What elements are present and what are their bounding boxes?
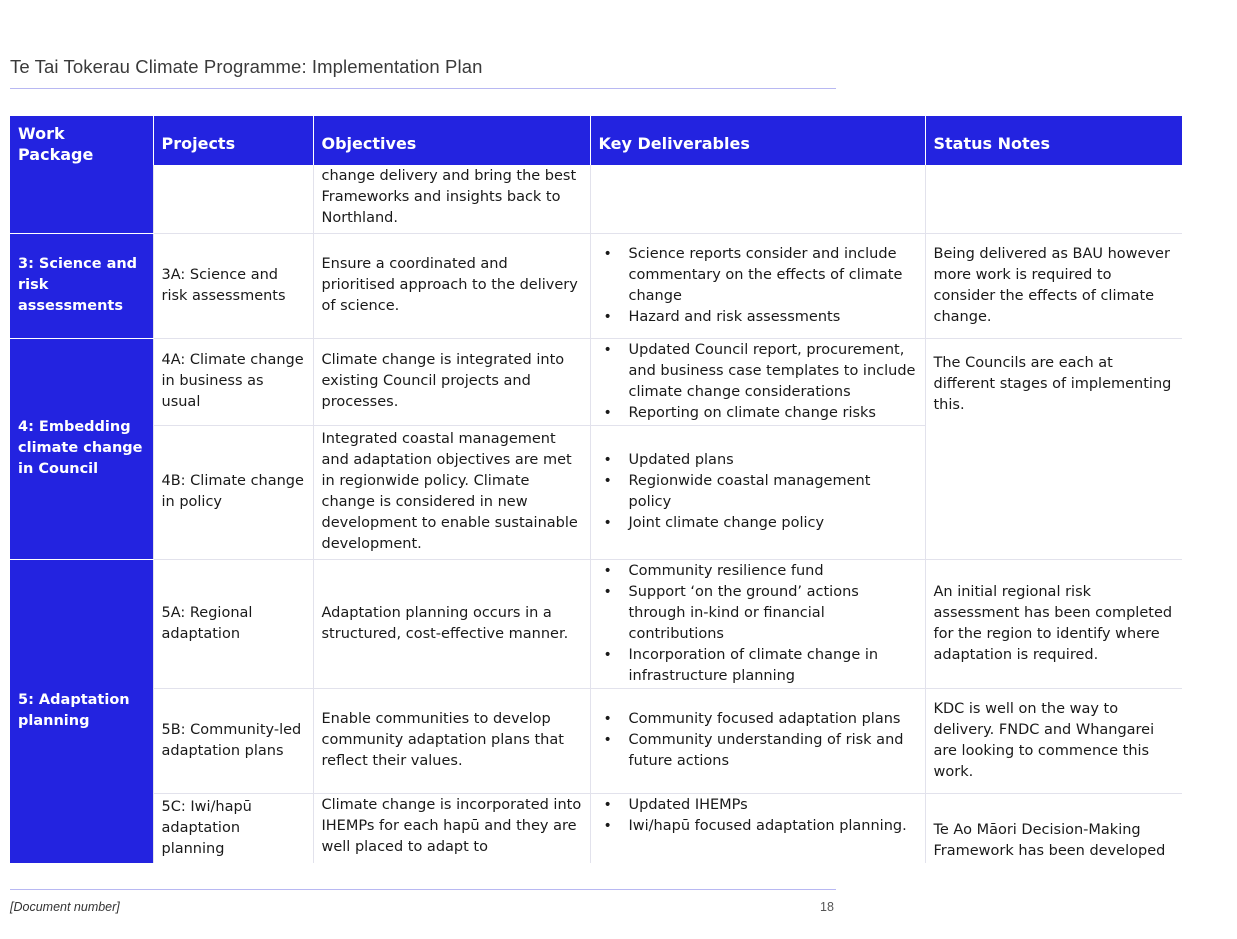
deliverable-item: • Reporting on climate change risks bbox=[599, 403, 917, 424]
deliverable-item: • Updated plans bbox=[599, 450, 917, 471]
work-package-cell bbox=[10, 165, 153, 233]
project-cell: 5B: Community-led adaptation plans bbox=[153, 688, 313, 793]
table-row bbox=[10, 338, 1182, 425]
project-cell: 3A: Science and risk assessments bbox=[153, 233, 313, 338]
deliverable-item: • Incorporation of climate change in infrastructure planning bbox=[599, 645, 917, 687]
work-package-cell: 3: Science and risk assessments bbox=[10, 233, 153, 338]
deliverables-cell bbox=[590, 338, 925, 425]
deliverables-cell bbox=[590, 165, 925, 233]
col-header-projects: Projects bbox=[153, 116, 313, 165]
deliverables-cell bbox=[590, 425, 925, 559]
deliverables-list bbox=[599, 561, 917, 687]
objective-cell: Integrated coastal management and adaptation objectives are met in regionwide policy. Climate change is considered in new development to enable sustainable development. bbox=[313, 425, 590, 559]
project-cell: 5C: Iwi/hapū adaptation planning bbox=[153, 793, 313, 863]
col-header-key-deliverables: Key Deliverables bbox=[590, 116, 925, 165]
deliverable-item: • Iwi/hapū focused adaptation planning. bbox=[599, 816, 917, 837]
page-number: 18 bbox=[820, 900, 834, 914]
objective-cell: change delivery and bring the best Frameworks and insights back to Northland. bbox=[313, 165, 590, 233]
project-cell: 5A: Regional adaptation bbox=[153, 559, 313, 688]
table-row bbox=[10, 233, 1182, 338]
project-cell bbox=[153, 165, 313, 233]
deliverables-list bbox=[599, 709, 917, 772]
status-cell bbox=[925, 165, 1182, 233]
status-cell: Being delivered as BAU however more work is required to consider the effects of climate change. bbox=[925, 233, 1182, 338]
deliverables-list bbox=[599, 340, 917, 424]
objective-cell: Ensure a coordinated and prioritised approach to the delivery of science. bbox=[313, 233, 590, 338]
deliverables-cell bbox=[590, 688, 925, 793]
deliverables-cell bbox=[590, 793, 925, 863]
deliverable-item: • Community understanding of risk and future actions bbox=[599, 730, 917, 772]
table-row bbox=[10, 165, 1182, 233]
header-divider bbox=[10, 88, 836, 89]
work-package-cell: 4: Embedding climate change in Council bbox=[10, 338, 153, 559]
status-cell: An initial regional risk assessment has been completed for the region to identify where adaptation is required. bbox=[925, 559, 1182, 688]
deliverable-item: • Regionwide coastal management policy bbox=[599, 471, 917, 513]
deliverables-list bbox=[599, 450, 917, 534]
deliverable-item: • Updated Council report, procurement, and business case templates to include climate change considerations bbox=[599, 340, 917, 403]
deliverables-cell bbox=[590, 559, 925, 688]
deliverables-list bbox=[599, 244, 917, 328]
implementation-table bbox=[10, 116, 1182, 864]
deliverable-item: • Support ‘on the ground’ actions through in-kind or financial contributions bbox=[599, 582, 917, 645]
objective-cell: Adaptation planning occurs in a structured, cost-effective manner. bbox=[313, 559, 590, 688]
table-row bbox=[10, 688, 1182, 793]
col-header-status-notes: Status Notes bbox=[925, 116, 1182, 165]
deliverable-item: • Community resilience fund bbox=[599, 561, 917, 582]
document-number: [Document number] bbox=[10, 900, 120, 914]
project-cell: 4A: Climate change in business as usual bbox=[153, 338, 313, 425]
deliverable-item: • Community focused adaptation plans bbox=[599, 709, 917, 730]
status-cell: The Councils are each at different stages of implementing this. bbox=[925, 338, 1182, 559]
status-cell: KDC is well on the way to delivery. FNDC and Whangarei are looking to commence this work. bbox=[925, 688, 1182, 793]
status-cell: Te Ao Māori Decision-Making Framework has been developed bbox=[925, 793, 1182, 863]
deliverables-list bbox=[599, 795, 917, 837]
table-header-row bbox=[10, 116, 1182, 165]
table-row bbox=[10, 559, 1182, 688]
table-row bbox=[10, 793, 1182, 863]
work-package-cell: 5: Adaptation planning bbox=[10, 559, 153, 863]
col-header-objectives: Objectives bbox=[313, 116, 590, 165]
deliverable-item: • Hazard and risk assessments bbox=[599, 307, 917, 328]
objective-cell: Enable communities to develop community adaptation plans that reflect their values. bbox=[313, 688, 590, 793]
deliverable-item: • Updated IHEMPs bbox=[599, 795, 917, 816]
document-title: Te Tai Tokerau Climate Programme: Implementation Plan bbox=[10, 56, 483, 77]
objective-cell: Climate change is incorporated into IHEMPs for each hapū and they are well placed to adapt to bbox=[313, 793, 590, 863]
deliverable-item: • Science reports consider and include commentary on the effects of climate change bbox=[599, 244, 917, 307]
deliverables-cell bbox=[590, 233, 925, 338]
project-cell: 4B: Climate change in policy bbox=[153, 425, 313, 559]
deliverable-item: • Joint climate change policy bbox=[599, 513, 917, 534]
objective-cell: Climate change is integrated into existing Council projects and processes. bbox=[313, 338, 590, 425]
col-header-work-package: Work Package bbox=[10, 116, 153, 165]
footer-divider bbox=[10, 889, 836, 890]
